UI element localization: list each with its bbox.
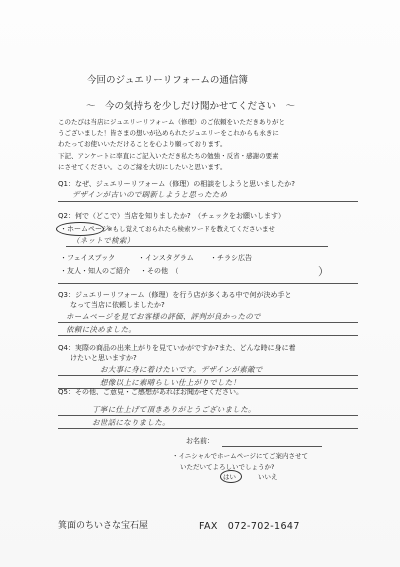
name-label: お名前： — [186, 437, 214, 445]
q5-question: Q5：その他、ご意見・ご感想があればお聞かせください。 — [58, 388, 243, 396]
initial-request-line-1: ・イニシャルでホームページにてご案内させて — [172, 452, 308, 460]
q4-answer-line-2: 想像以上に素晴らしい仕上がりでした！ — [100, 378, 241, 387]
page-subtitle: 〜 今の気持ちを少しだけ聞かせてください 〜 — [86, 101, 296, 112]
q2-other-close-paren: ） — [318, 265, 329, 278]
q3-answer-line-1: ホームページを見てお客様の評価、評判が良かったので — [66, 312, 261, 321]
q3-question-line-1: Q3：ジュエリーリフォーム（修理）を行う店が多くある中で何が決め手と — [58, 291, 292, 299]
yes-option[interactable]: はい — [223, 473, 236, 481]
q2-option-other[interactable]: ・その他 （ — [140, 267, 179, 275]
q3-question-line-2: なって当店に依頼しましたか? — [70, 301, 165, 309]
q2-divider — [58, 283, 358, 284]
q5-answer-line-2: お世話になりました。 — [92, 418, 170, 427]
fax-number: FAX 072-702-1647 — [199, 521, 300, 532]
q2-option-flyer[interactable]: ・チラシ広告 — [210, 254, 252, 262]
q2-option-instagram[interactable]: ・インスタグラム — [138, 254, 194, 262]
shop-name: 箕面のちいさな宝石屋 — [58, 521, 149, 531]
q4-answer-line-1: お大事に身に着けたいです。デザインが素敵で — [100, 365, 263, 374]
q2-option-facebook[interactable]: ・フェイスブック — [60, 254, 116, 262]
q2-homepage-note: ※もし覚えておられたら検索ワードを教えてくださいませ — [107, 225, 275, 233]
q3-answer-rule-1 — [58, 322, 358, 323]
page-title: 今回のジュエリーリフォームの通信簿 — [87, 75, 248, 86]
q1-answer: デザインが古いので刷新しようと思ったため — [72, 190, 228, 199]
q4-question-line-2: けたいと思いますか? — [70, 354, 137, 362]
q2-search-answer: （ネットで検索） — [72, 236, 135, 245]
q5-answer-line-1: 丁寧に仕上げて頂きありがとうございました。 — [92, 405, 256, 414]
q4-question-line-1: Q4：実際の商品の出来上がりを見ていかがですか?また、どんな時に身に着 — [58, 344, 296, 352]
name-line — [222, 446, 322, 447]
q5-answer-rule-2 — [58, 428, 358, 429]
initial-request-line-2: いただいてよろしいでしょうか? — [180, 463, 275, 471]
intro-line-4: 下記、アンケートに率直にご記入いただき私たちの勉強・反省・感謝の要素 — [58, 152, 279, 160]
no-option[interactable]: いいえ — [258, 473, 278, 481]
q1-question: Q1：なぜ、ジュエリーリフォーム（修理）の相談をしようと思いましたか? — [58, 180, 295, 188]
q3-answer-line-2: 依頼に決めました。 — [66, 325, 137, 334]
intro-line-5: にさせてください。このご縁を大切にしたいと思います。 — [58, 163, 227, 171]
intro-line-2: うございました！皆さまの想いが込められたジュエリーをこれからも永きに — [58, 129, 279, 137]
q2-question: Q2：何で（どこで）当店を知りましたか? （チェックをお願いします） — [58, 212, 285, 220]
q4-answer-rule-1 — [58, 375, 358, 376]
q2-option-friend[interactable]: ・友人・知人のご紹介 — [60, 267, 130, 275]
q2-option-homepage[interactable]: ・ホームページ — [60, 225, 109, 233]
intro-line-3: わたってお使いいただけることを心より願っております。 — [58, 140, 227, 148]
q1-answer-line — [58, 201, 358, 202]
intro-line-1: このたびは当店にジュエリーリフォーム（修理）のご依頼をいただきありがと — [58, 118, 286, 126]
q2-search-line — [66, 246, 328, 247]
q3-answer-rule-2 — [58, 335, 358, 336]
q5-answer-rule-1 — [58, 415, 358, 416]
